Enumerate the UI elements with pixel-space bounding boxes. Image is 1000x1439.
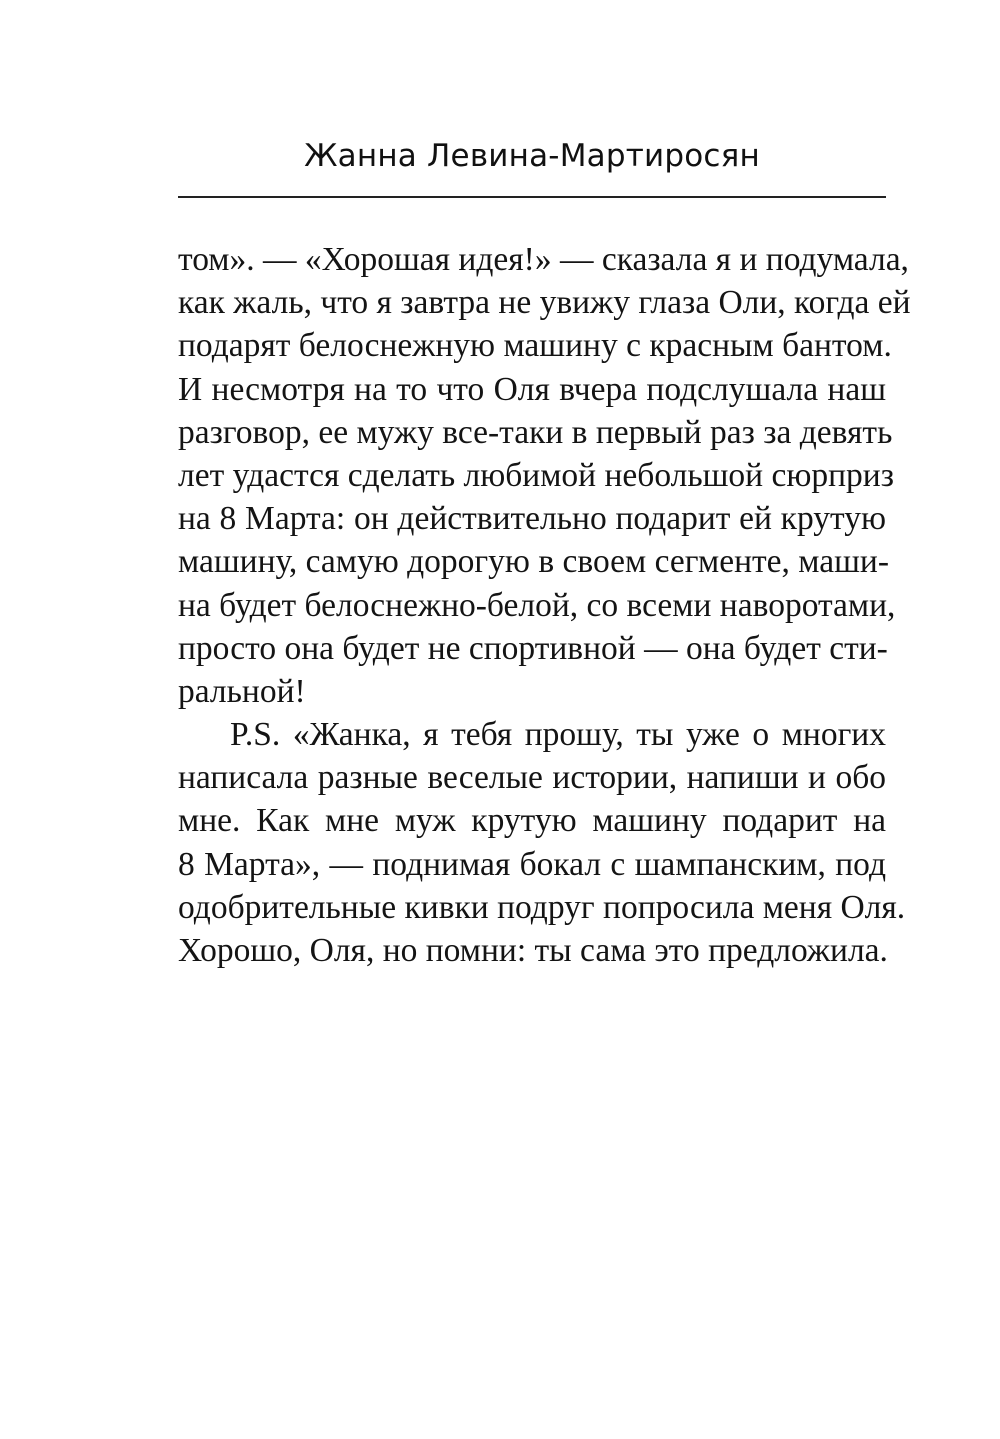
body-text bbox=[178, 238, 911, 972]
text-line: одобрительные кивки подруг попросила меня Оля. bbox=[178, 888, 906, 926]
text-line: как жаль, что я завтра не увижу глаза Оли, когда ей bbox=[178, 284, 911, 322]
text-line: написала разные веселые истории, напиши и обо bbox=[178, 759, 886, 797]
text-line: на будет белоснежно-белой, со всеми наворотами, bbox=[178, 586, 896, 624]
text-line: И несмотря на то что Оля вчера подслушала наш bbox=[178, 370, 886, 408]
text-line: P.S. «Жанка, я тебя прошу, ты уже о многих bbox=[230, 716, 886, 754]
running-header: Жанна Левина-Мартиросян bbox=[304, 138, 760, 174]
text-line: машину, самую дорогую в своем сегменте, маши- bbox=[178, 543, 889, 581]
paragraph bbox=[178, 238, 911, 713]
text-line: на 8 Марта: он действительно подарит ей крутую bbox=[178, 500, 886, 538]
text-line: подарят белоснежную машину с красным бантом. bbox=[178, 327, 892, 365]
text-line: Хорошо, Оля, но помни: ты сама это предложила. bbox=[178, 932, 888, 969]
text-line: ральной! bbox=[178, 672, 306, 710]
text-line: 8 Марта», — поднимая бокал с шампанским, под bbox=[178, 845, 886, 883]
text-line: просто она будет не спортивной — она будет сти- bbox=[178, 629, 888, 667]
paragraph bbox=[178, 713, 906, 972]
text-line: том». — «Хорошая идея!» — сказала я и подумала, bbox=[178, 241, 909, 278]
text-line: мне. Как мне муж крутую машину подарит на bbox=[178, 802, 886, 840]
text-line: лет удастся сделать любимой небольшой сюрприз bbox=[178, 456, 894, 494]
text-line: разговор, ее мужу все-таки в первый раз за девять bbox=[178, 413, 893, 451]
header-rule bbox=[178, 196, 886, 198]
